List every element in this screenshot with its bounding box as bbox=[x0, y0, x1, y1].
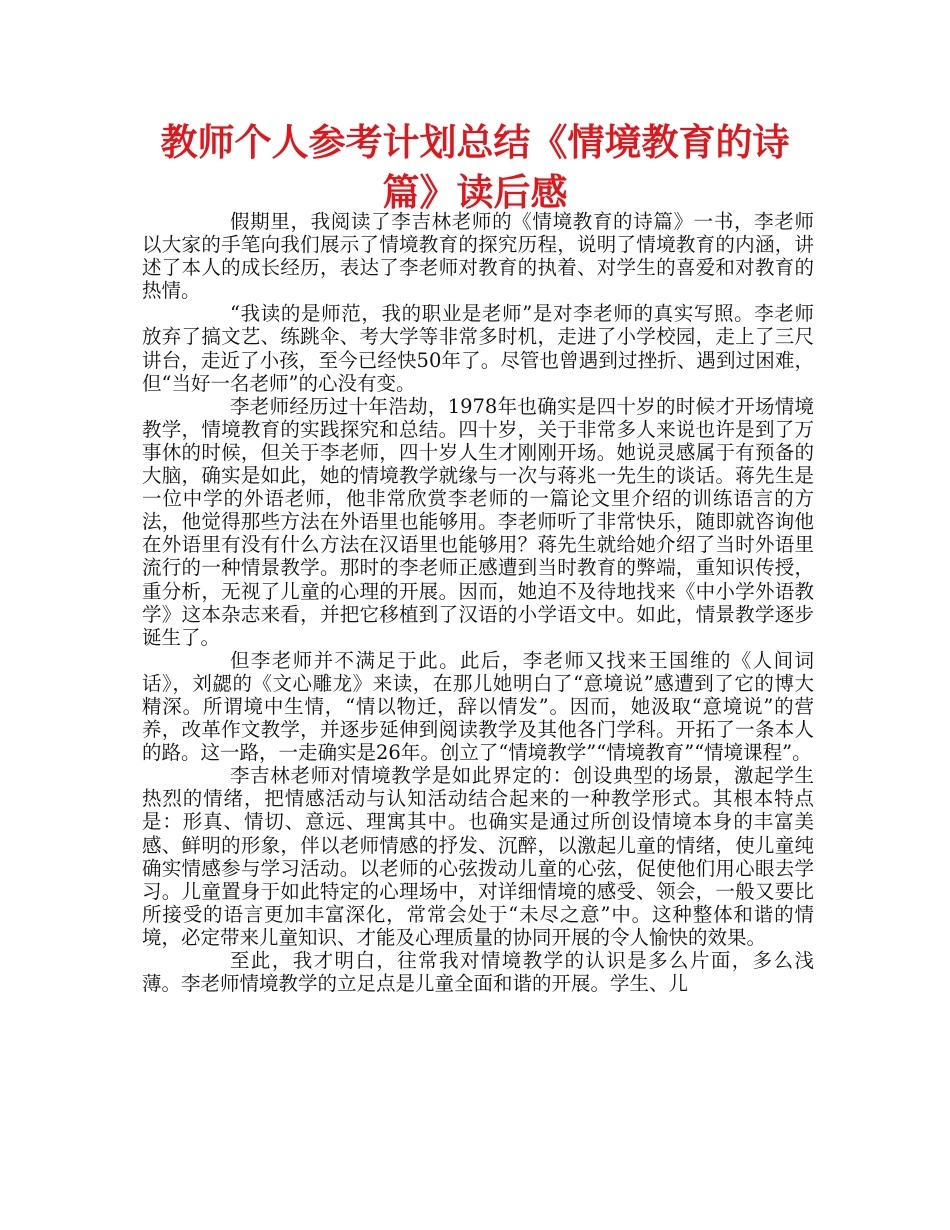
paragraph: 李吉林老师对情境教学是如此界定的：创设典型的场景，激起学生热烈的情绪，把情感活动与认知活动结合起来的一种教学形式。其根本特点是：形真、情切、意远、理寓其中。也确实是通过所创设情境本身的丰富美感、鲜明的形象，伴以老师情感的抒发、沉醉，以激起儿童的情绪，使儿童纯确实情感参与学习活动。以老师的心弦拨动儿童的心弦，促使他们用心眼去学习。儿童置身于如此特定的心理场中，对详细情境的感受、领会，一般又要比所接受的语言更加丰富深化，常常会处于“未尽之意”中。这种整体和谐的情境，必定带来儿童知识、才能及心理质量的协同开展的令人愉快的效果。 bbox=[142, 764, 814, 949]
paragraph: 至此，我才明白，往常我对情境教学的认识是多么片面，多么浅薄。李老师情境教学的立足点是儿童全面和谐的开展。学生、儿 bbox=[142, 949, 814, 996]
document-body bbox=[142, 210, 814, 995]
paragraph: “我读的是师范，我的职业是老师”是对李老师的真实写照。李老师放弃了搞文艺、练跳伞、考大学等非常多时机，走进了小学校园，走上了三尺讲台，走近了小孩，至今已经快50年了。尽管也曾遇到过挫折、遇到过困难，但“当好一名老师”的心没有变。 bbox=[142, 302, 814, 395]
paragraph: 李老师经历过十年浩劫，1978年也确实是四十岁的时候才开场情境教学，情境教育的实践探究和总结。四十岁，关于非常多人来说也许是到了万事休的时候，但关于李老师，四十岁人生才刚刚开场。她说灵感属于有预备的大脑，确实是如此，她的情境教学就缘与一次与蒋兆一先生的谈话。蒋先生是一位中学的外语老师，他非常欣赏李老师的一篇论文里介绍的训练语言的方法，他觉得那些方法在外语里也能够用。李老师听了非常快乐，随即就咨询他在外语里有没有什么方法在汉语里也能够用？蒋先生就给她介绍了当时外语里流行的一种情景教学。那时的李老师正感遭到当时教育的弊端，重知识传授，重分析，无视了儿童的心理的开展。因而，她迫不及待地找来《中小学外语教学》这本杂志来看，并把它移植到了汉语的小学语文中。如此，情景教学逐步诞生了。 bbox=[142, 394, 814, 649]
paragraph: 假期里，我阅读了李吉林老师的《情境教育的诗篇》一书，李老师以大家的手笔向我们展示了情境教育的探究历程，说明了情境教育的内涵，讲述了本人的成长经历，表达了李老师对教育的执着、对学生的喜爱和对教育的热情。 bbox=[142, 210, 814, 303]
paragraph: 但李老师并不满足于此。此后，李老师又找来王国维的《人间词话》，刘勰的《文心雕龙》来读，在那儿她明白了“意境说”感遭到了它的博大精深。所谓境中生情，“情以物迁，辞以情发”。因而，她汲取“意境说”的营养，改革作文教学，并逐步延伸到阅读教学及其他各门学科。开拓了一条本人的路。这一路，一走确实是26年。创立了“情境教学”“情境教育”“情境课程”。 bbox=[142, 648, 814, 765]
document-title: 教师个人参考计划总结《情境教育的诗篇》读后感 bbox=[160, 121, 790, 214]
